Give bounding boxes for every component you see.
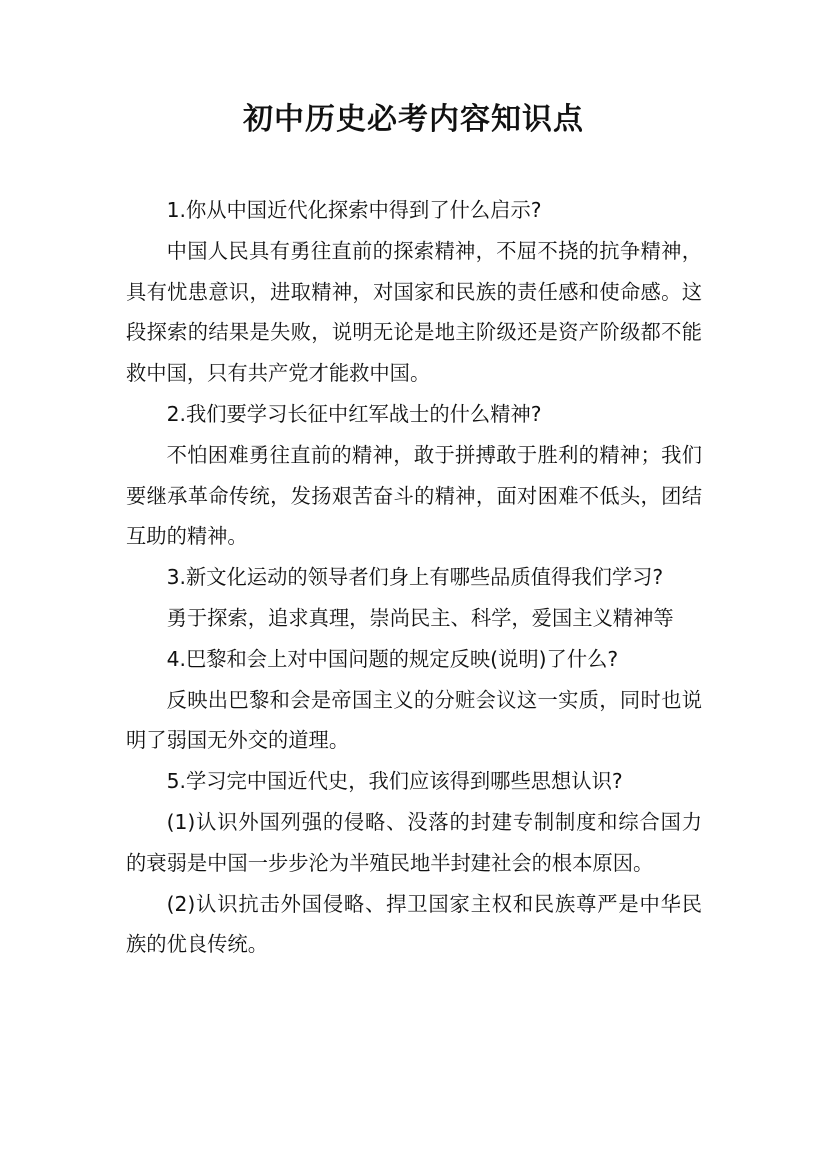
answer-5-point-2: (2)认识抗击外国侵略、捍卫国家主权和民族尊严是中华民族的优良传统。 bbox=[126, 891, 702, 957]
answer-4: 反映出巴黎和会是帝国主义的分赃会议这一实质，同时也说明了弱国无外交的道理。 bbox=[126, 687, 702, 753]
document-body bbox=[126, 190, 702, 965]
question-3: 3.新文化运动的领导者们身上有哪些品质值得我们学习? bbox=[166, 565, 664, 590]
answer-2: 不怕困难勇往直前的精神，敢于拼搏敢于胜利的精神；我们要继承革命传统，发扬艰苦奋斗的精神，面对困难不低头，团结互助的精神。 bbox=[126, 442, 702, 549]
answer-1: 中国人民具有勇往直前的探索精神，不屈不挠的抗争精神，具有忧患意识，进取精神，对国家和民族的责任感和使命感。这段探索的结果是失败，说明无论是地主阶级还是资产阶级都不能救中国，只有共产党才能救中国。 bbox=[126, 238, 702, 386]
question-5: 5.学习完中国近代史，我们应该得到哪些思想认识? bbox=[166, 769, 623, 794]
question-4: 4.巴黎和会上对中国问题的规定反映(说明)了什么? bbox=[166, 646, 619, 671]
question-1: 1.你从中国近代化探索中得到了什么启示? bbox=[166, 198, 542, 222]
answer-3: 勇于探索，追求真理，崇尚民主、科学，爱国主义精神等 bbox=[166, 605, 674, 630]
document-title: 初中历史必考内容知识点 bbox=[243, 102, 584, 137]
answer-5-point-1: (1)认识外国列强的侵略、没落的封建专制制度和综合国力的衰弱是中国一步步沦为半殖民地半封建社会的根本原因。 bbox=[126, 809, 702, 875]
question-2: 2.我们要学习长征中红军战士的什么精神? bbox=[166, 401, 542, 426]
